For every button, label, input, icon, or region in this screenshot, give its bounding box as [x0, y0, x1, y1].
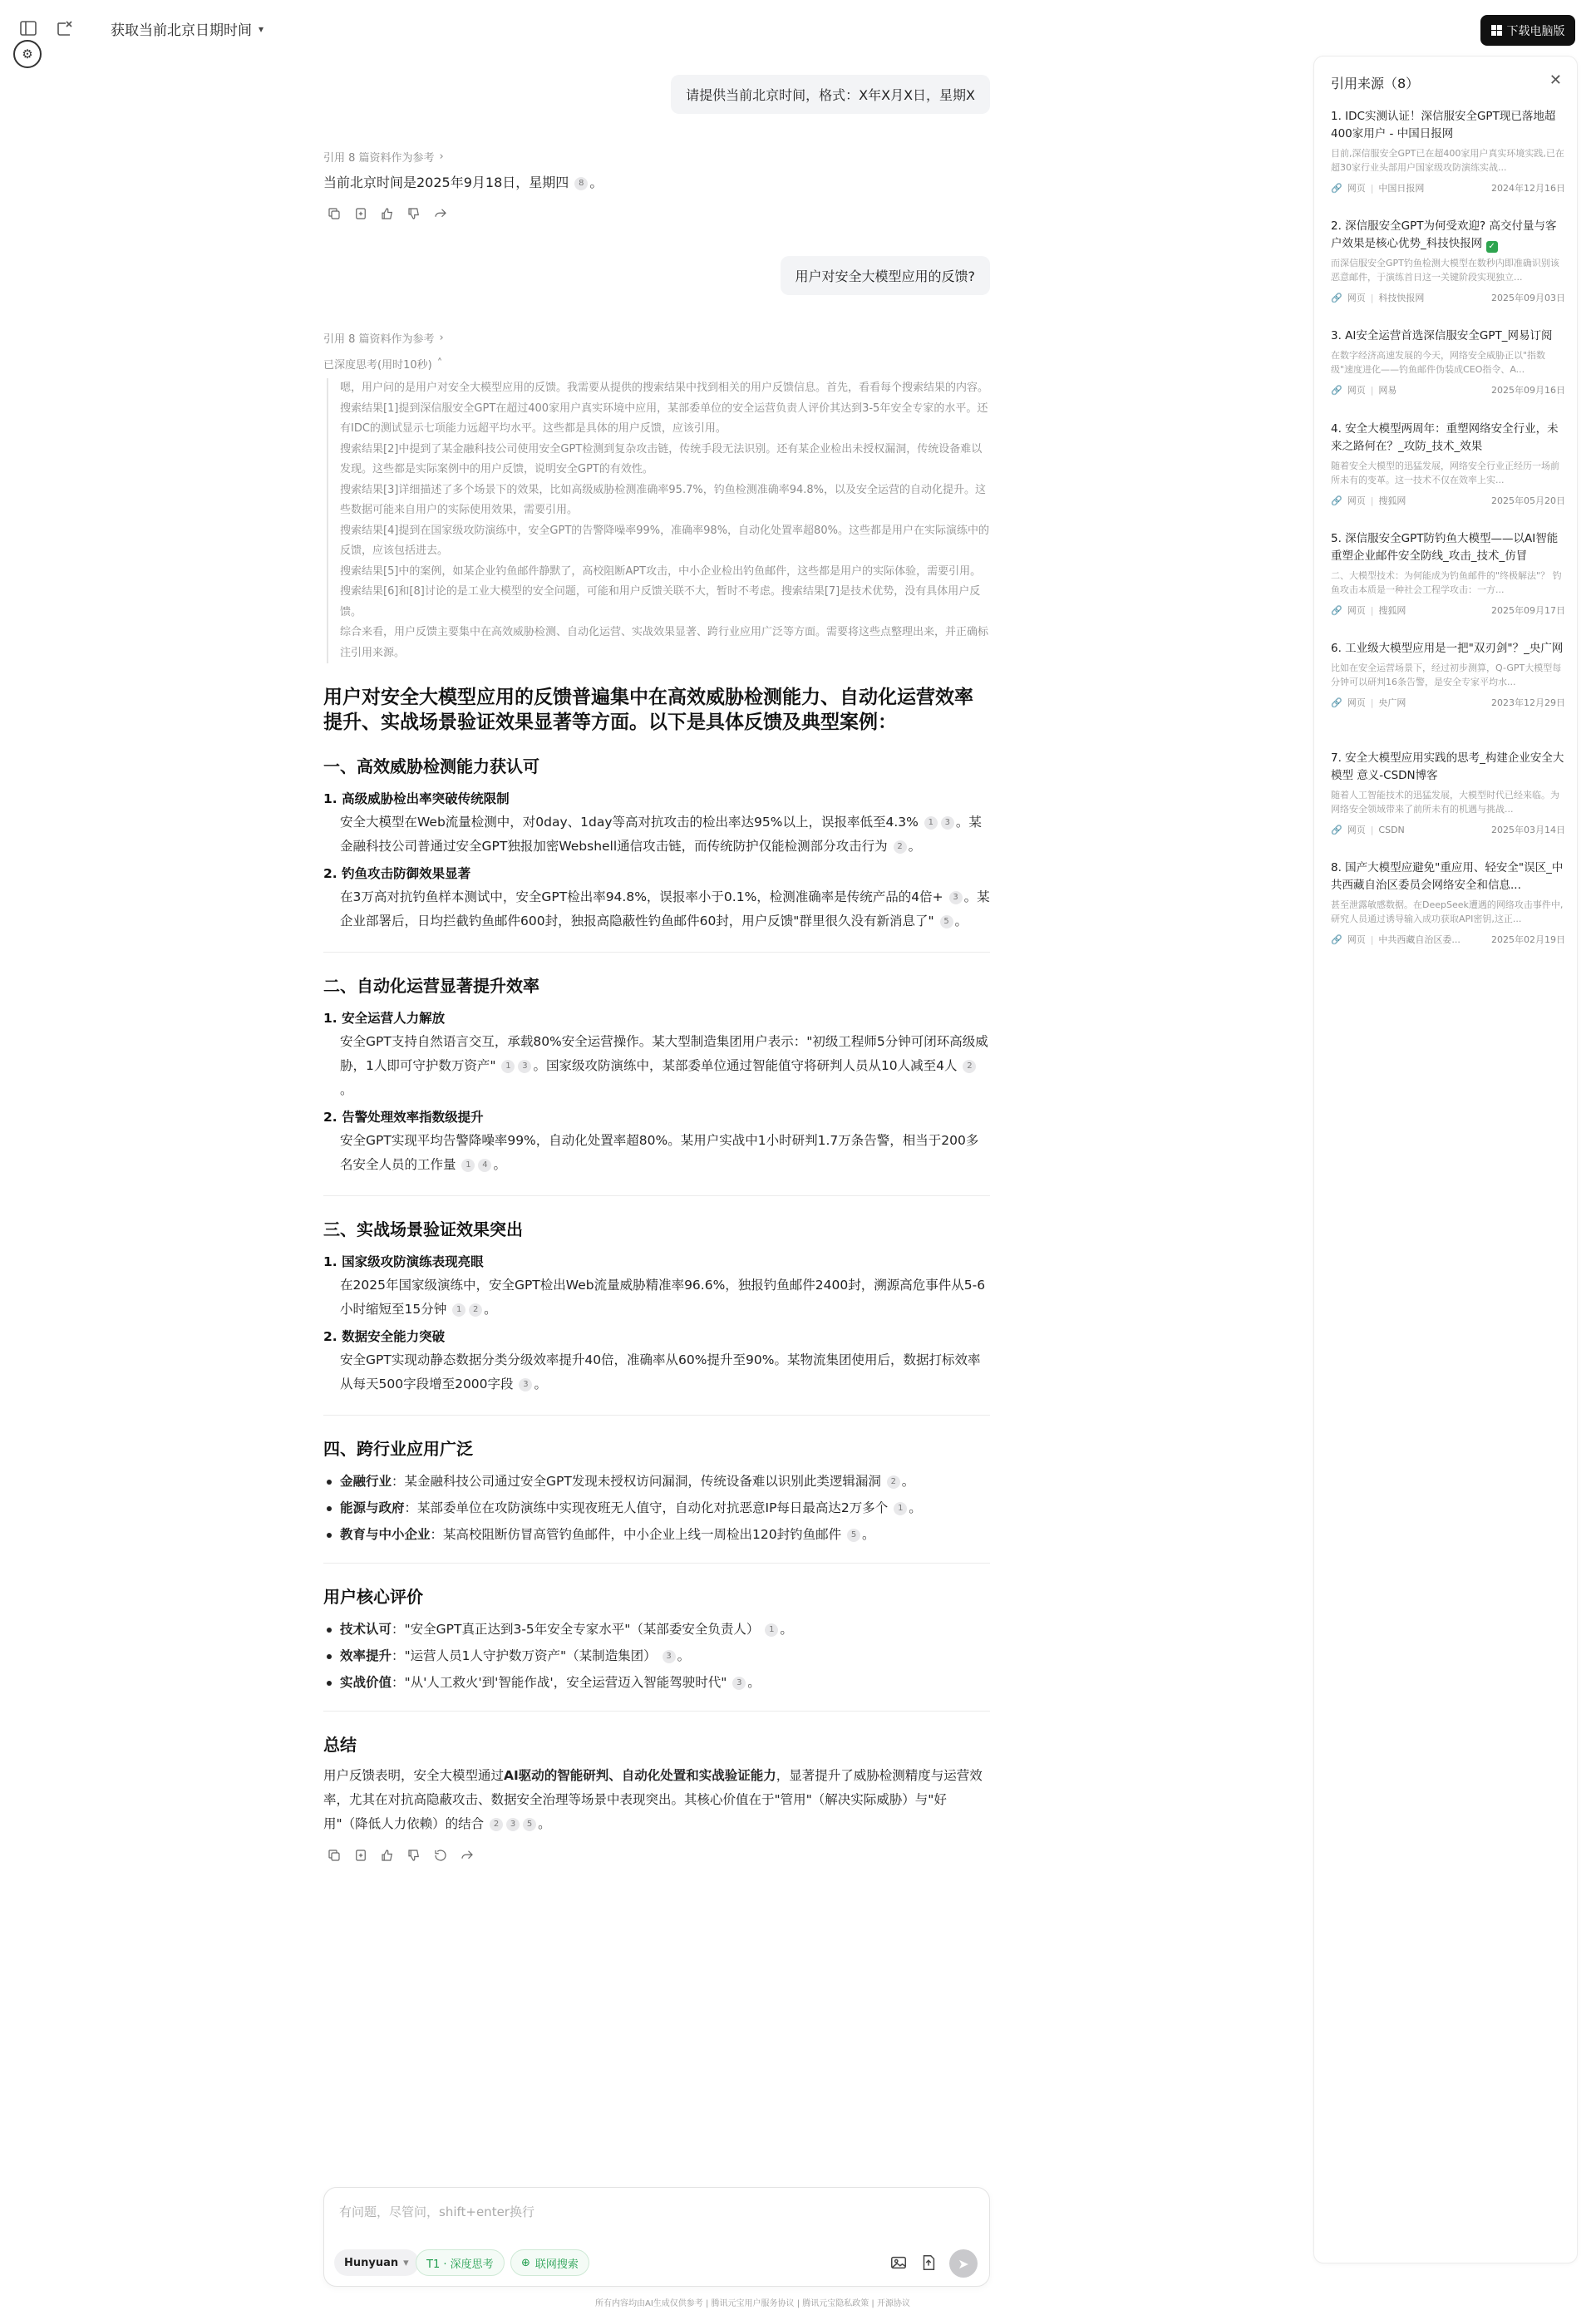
citation-badge[interactable]: 3 [949, 891, 963, 904]
source-date: 2023年12月29日 [1491, 697, 1565, 708]
chevron-down-icon: ▾ [403, 2256, 409, 2269]
list-item: 技术认可："安全GPT真正达到3-5年安全专家水平"（某部委安全负责人） 1 。 [323, 1616, 990, 1643]
paragraph-text: 在2025年国家级演练中，安全GPT检出Web流量威胁精准率96.6%，独报钓鱼邮件2400封，溯源高危事件从5-6小时缩短至15分钟 [340, 1278, 986, 1317]
source-item[interactable] [1331, 750, 1565, 836]
source-meta: 🔗 网页 | CSDN 2025年03月14日 [1331, 824, 1565, 835]
windows-icon [1491, 25, 1502, 36]
bullet-text: ：某部委单位在攻防演练中实现夜班无人值守，自动化对抗恶意IP每日最高达2万多个 [404, 1500, 889, 1515]
source-type: 网页 [1347, 293, 1366, 303]
section-heading: 三、实战场景验证效果突出 [323, 1219, 523, 1239]
share-icon[interactable] [460, 1848, 475, 1863]
source-title [1331, 218, 1565, 253]
bullet-text: ：某高校阻断仿冒高管钓鱼邮件，中小企业上线一周检出120封钓鱼邮件 [430, 1527, 842, 1542]
citation-badge[interactable]: 8 [574, 177, 588, 190]
list-item: 实战价值："从'人工救火'到'智能作战'，安全运营迈入智能驾驶时代" 3 。 [323, 1669, 990, 1696]
list-item: 能源与政府：某部委单位在攻防演练中实现夜班无人值守，自动化对抗恶意IP每日最高达2万多个 1 。 [323, 1495, 990, 1521]
paragraph-text: 安全GPT支持自然语言交互，承载80%安全运营操作。某大型制造集团用户表示："初级工程师5分钟可闭环高级威胁，1人即可守护数万资产" [340, 1034, 988, 1073]
paragraph-text: 安全GPT实现平均告警降噪率99%，自动化处置率超80%。某用户实战中1小时研判1.7万条告警，相当于200多名安全人员的工作量 [340, 1133, 979, 1172]
source-date: 2025年09月16日 [1491, 385, 1565, 396]
source-snippet: 在数字经济高速发展的今天，网络安全威胁正以"指数级"速度进化——钓鱼邮件伪装成CEO指令、A... [1331, 350, 1546, 375]
section-heading: 四、跨行业应用广泛 [323, 1439, 473, 1459]
section-heading: 一、高效威胁检测能力获认可 [323, 756, 539, 776]
source-snippet: 比如在安全运营场景下，经过初步测算，Q-GPT大模型每分钟可以研判16条告警，是安全专家平均水... [1331, 663, 1562, 687]
source-snippet: 二、大模型技术：为何能成为钓鱼邮件的"终极解法"？ 钓鱼攻击本质是一种社会工程学攻击：一方... [1331, 570, 1562, 595]
link-icon: 🔗 [1331, 824, 1342, 835]
paragraph-text: ，显著提升了威胁检测精度与运营效率，尤其在对抗高隐蔽攻击、数据安全治理等场景中表现突出。其核心价值在于"管用"（解决实际威胁）与"好用"（降低人力依赖）的结合 [323, 1768, 983, 1831]
citation-badge[interactable]: 5 [847, 1529, 860, 1542]
link-icon: 🔗 [1331, 292, 1342, 303]
source-site: 中共西藏自治区委... [1378, 934, 1461, 945]
chevron-down-icon: ▾ [259, 22, 264, 35]
source-type: 网页 [1347, 385, 1366, 396]
source-title: 6. 工业级大模型应用是一把"双刃剑"？_央广网 [1331, 642, 1564, 655]
chat-thread [323, 66, 990, 1863]
copy-icon[interactable] [327, 1848, 342, 1863]
section-divider [323, 952, 990, 953]
paragraph-text: 。某企业部署后，日均拦截钓鱼邮件600封，独报高隐蔽性钓鱼邮件60封，用户反馈"群里很久没有新消息了" [340, 889, 990, 928]
user-message-1 [323, 75, 990, 114]
source-date: 2025年02月19日 [1491, 934, 1565, 945]
summary-paragraph: 用户反馈表明，安全大模型通过AI驱动的智能研判、自动化处置和实战验证能力，显著提升了威胁检测精度与运营效率，尤其在对抗高隐蔽攻击、数据安全治理等场景中表现突出。其核心价值在于"管用"（解决实际威胁）与"好用"（降低人力依赖）的结合 2 3 5 。 [323, 1768, 983, 1831]
source-meta: 🔗 网页 | 中国日报网 2024年12月16日 [1331, 182, 1565, 194]
arrow-right-icon: ➤ [958, 2255, 969, 2272]
source-title: 5. 深信服安全GPT防钓鱼大模型——以AI智能重塑企业邮件安全防线_攻击_技术_仿冒 [1331, 532, 1559, 563]
section-paragraph: 安全GPT支持自然语言交互，承载80%安全运营操作。某大型制造集团用户表示："初级工程师5分钟可闭环高级威胁，1人即可守护数万资产" 1 3 。国家级攻防演练中，某部委单位通过智能值守将研判人员从10人减至4人 2。 [340, 1034, 988, 1097]
thinking-paragraph: 搜索结果[6]和[8]讨论的是工业大模型的安全问题，可能和用户反馈关联不大，暂时不考虑。搜索结果[7]是技术优势，没有具体用户反馈。 [340, 585, 981, 618]
references-link[interactable] [323, 149, 990, 165]
bullet-text: ：某金融科技公司通过安全GPT发现未授权访问漏洞，传统设备难以识别此类逻辑漏洞 [392, 1474, 881, 1489]
citation-badge[interactable]: 1 [501, 1060, 515, 1073]
user-message-2 [323, 256, 990, 295]
source-snippet: 随着安全大模型的迅猛发展，网络安全行业正经历一场前所未有的变革。这一技术不仅在效率上实... [1331, 461, 1559, 485]
source-item[interactable] [1331, 530, 1565, 617]
footer-note: 所有内容均由AI生成仅供参考 | 腾讯元宝用户服务协议 | 腾讯元宝隐私政策 | 开源协议 [595, 2299, 910, 2308]
thinking-paragraph: 综合来看，用户反馈主要集中在高效威胁检测、自动化运营、实战效果显著、跨行业应用广泛等方面。需要将这些点整理出来，并正确标注引用来源。 [340, 626, 989, 659]
thumbs-down-icon[interactable] [406, 1848, 421, 1863]
sub-heading: 2. 告警处理效率指数级提升 [323, 1110, 484, 1125]
citation-badge[interactable]: 1 [924, 816, 938, 830]
source-site: 中国日报网 [1378, 183, 1425, 194]
source-title-text: 2. 深信服安全GPT为何受欢迎? 高交付量与客户效果是核心优势_科技快报网 [1331, 219, 1557, 250]
bookmark-icon[interactable] [353, 1848, 368, 1863]
verified-icon: ✓ [1486, 241, 1498, 253]
citation-badge[interactable]: 2 [963, 1060, 976, 1073]
top-bar [0, 0, 1596, 62]
paragraph-text: 安全大模型在Web流量检测中，对0day、1day等高对抗攻击的检出率达95%以上，误报率低至4.3% [340, 815, 919, 830]
citation-badge[interactable]: 5 [940, 915, 953, 928]
source-site: 搜狐网 [1378, 495, 1406, 506]
source-item[interactable] [1331, 640, 1565, 709]
section-paragraph: 在2025年国家级演练中，安全GPT检出Web流量威胁精准率96.6%，独报钓鱼邮件2400封，溯源高危事件从5-6小时缩短至15分钟 1 2 。 [340, 1278, 986, 1317]
citation-badge[interactable]: 2 [894, 840, 907, 854]
source-snippet: 目前,深信服安全GPT已在超400家用户真实环境实践,已在超30家行业头部用户国家级攻防演练实战... [1331, 148, 1564, 173]
thinking-paragraph: 搜索结果[1]提到深信服安全GPT在超过400家用户真实环境中应用，某部委单位的安全运营负责人评价其达到3-5年安全专家的水平。还有IDC的测试显示七项能力远超平均水平。这些都是具体的用户反馈，应该引用。 [340, 401, 988, 435]
source-title: 7. 安全大模型应用实践的思考_构建企业安全大模型 意义-CSDN博客 [1331, 751, 1564, 782]
source-site: 网易 [1378, 385, 1397, 396]
thinking-paragraph: 搜索结果[4]提到在国家级攻防演练中，安全GPT的告警降噪率99%，准确率98%，自动化处置率超80%。这些都是用户在实际演练中的反馈，应该包括进去。 [340, 524, 989, 557]
regenerate-icon[interactable] [433, 1848, 448, 1863]
source-type: 网页 [1347, 825, 1366, 835]
source-meta: 🔗 网页 | 网易 2025年09月16日 [1331, 384, 1565, 396]
citation-badge[interactable]: 1 [452, 1303, 466, 1317]
chevron-up-icon: ˄ [436, 357, 443, 370]
bullet-text: ："运营人员1人守护数万资产"（某制造集团） [392, 1648, 657, 1663]
download-desktop-label: 下载电脑版 [1506, 24, 1565, 38]
section-divider [323, 1563, 990, 1564]
thumbs-up-icon[interactable] [380, 206, 395, 221]
citation-badge[interactable]: 1 [461, 1159, 475, 1172]
thinking-paragraph: 搜索结果[2]中提到了某金融科技公司使用安全GPT检测到复杂攻击链，传统手段无法识别。还有某企业检出未授权漏洞，传统设备难以发现。这些都是实际案例中的用户反馈，说明安全GPT的有效性。 [340, 442, 983, 475]
bullet-list [323, 1616, 990, 1696]
chat-input-placeholder[interactable]: 有问题，尽管问，shift+enter换行 [339, 2204, 534, 2219]
citation-badge[interactable]: 3 [519, 1378, 532, 1392]
copy-icon[interactable] [327, 206, 342, 221]
citation-badge[interactable]: 3 [663, 1650, 676, 1663]
source-site: 科技快报网 [1378, 293, 1425, 303]
source-type: 网页 [1347, 697, 1366, 708]
settings-icon[interactable]: ⚙ [13, 40, 42, 68]
send-button[interactable] [949, 2249, 978, 2278]
conversation-title[interactable] [111, 18, 264, 39]
source-site: CSDN [1378, 824, 1405, 835]
source-date: 2025年09月03日 [1491, 293, 1565, 303]
citation-badge[interactable]: 3 [518, 1060, 531, 1073]
citation-badge[interactable]: 1 [894, 1502, 907, 1515]
section-divider [323, 1415, 990, 1416]
source-meta: 🔗 网页 | 科技快报网 2025年09月03日 [1331, 292, 1565, 303]
source-title: 3. AI安全运营首选深信服安全GPT_网易订阅 [1331, 329, 1553, 342]
source-item[interactable] [1331, 860, 1565, 946]
paragraph-text: 安全GPT实现动静态数据分类分级效率提升40倍，准确率从60%提升至90%。某物流集团使用后，数据打标效率从每天500字段增至2000字段 [340, 1352, 981, 1392]
paragraph-text: 用户反馈表明，安全大模型通过 [323, 1768, 505, 1783]
paragraph-text: 。国家级攻防演练中，某部委单位通过智能值守将研判人员从10人减至4人 [533, 1058, 958, 1073]
answer-text: 当前北京时间是2025年9月18日，星期四 [323, 175, 569, 190]
deep-thinking-toggle[interactable] [323, 356, 990, 372]
citation-badge[interactable]: 2 [490, 1818, 503, 1831]
bullet-text: ："从'人工救火'到'智能作战'，安全运营迈入智能驾驶时代" [392, 1675, 727, 1690]
thinking-paragraph: 搜索结果[5]中的案例，如某企业钓鱼邮件静默了，高校阻断APT攻击，中小企业检出钓鱼邮件，这些都是用户的实际体验，需要引用。 [340, 564, 982, 578]
source-date: 2025年09月17日 [1491, 605, 1565, 616]
source-snippet: 甚至泄露敏感数据。在DeepSeek遭遇的网络攻击事件中,研究人员通过诱导输入成功获取API密钥,这正... [1331, 899, 1564, 924]
user-bubble: 用户对安全大模型应用的反馈? [781, 256, 991, 295]
sub-heading: 2. 数据安全能力突破 [323, 1329, 446, 1344]
section-paragraph: 安全GPT实现动静态数据分类分级效率提升40倍，准确率从60%提升至90%。某物流集团使用后，数据打标效率从每天500字段增至2000字段 3 。 [340, 1352, 981, 1392]
bullet-key: 技术认可 [340, 1622, 392, 1637]
source-meta: 🔗 网页 | 搜狐网 2025年05月20日 [1331, 495, 1565, 506]
bullet-text: ："安全GPT真正达到3-5年安全专家水平"（某部委安全负责人） [392, 1622, 760, 1637]
source-date: 2025年03月14日 [1491, 825, 1565, 835]
sub-heading: 2. 钓鱼攻击防御效果显著 [323, 866, 471, 881]
references-link[interactable] [323, 330, 990, 346]
source-type: 网页 [1347, 495, 1366, 506]
answer-actions [327, 206, 990, 221]
references-label: 引用 8 篇资料作为参考 [323, 152, 435, 165]
citation-badge[interactable]: 3 [941, 816, 954, 830]
section-heading: 总结 [323, 1735, 357, 1755]
source-date: 2025年05月20日 [1491, 495, 1565, 506]
model-selector[interactable] [334, 2249, 419, 2276]
answer-actions [327, 1848, 990, 1863]
list-item: 金融行业：某金融科技公司通过安全GPT发现未授权访问漏洞，传统设备难以识别此类逻辑漏洞 2 。 [323, 1468, 990, 1495]
bullet-key: 实战价值 [340, 1675, 392, 1690]
source-snippet: 随着人工智能技术的迅猛发展，大模型时代已经来临。为网络安全领域带来了前所未有的机遇与挑战... [1331, 790, 1559, 815]
source-title: 8. 国产大模型应避免"重应用、轻安全"误区_中共西藏自治区委员会网络安全和信息... [1331, 861, 1564, 892]
bullet-key: 金融行业 [340, 1474, 392, 1489]
citation-badge[interactable]: 3 [506, 1818, 520, 1831]
bookmark-icon[interactable] [353, 206, 368, 221]
bullet-key: 能源与政府 [340, 1500, 405, 1515]
citation-badge[interactable]: 5 [523, 1818, 536, 1831]
paragraph-text: 。某金融科技公司普通过安全GPT独报加密Webshell通信攻击链，而传统防护仅能检测部分攻击行为 [340, 815, 982, 854]
new-chat-icon[interactable] [55, 18, 75, 38]
link-icon: 🔗 [1331, 182, 1342, 194]
source-type: 网页 [1347, 934, 1366, 945]
source-meta: 🔗 网页 | 中共西藏自治区委... 2025年02月19日 [1331, 933, 1565, 945]
user-bubble: 请提供当前北京时间，格式：X年X月X日，星期X [671, 75, 990, 114]
source-type: 网页 [1347, 183, 1366, 194]
source-site: 搜狐网 [1378, 605, 1406, 616]
model-name: Hunyuan [344, 2256, 399, 2269]
conversation-title-text: 获取当前北京日期时间 [111, 22, 252, 39]
source-item[interactable] [1331, 421, 1565, 507]
thinking-paragraph: 嗯，用户问的是用户对安全大模型应用的反馈。我需要从提供的搜索结果中找到相关的用户反馈信息。首先，看看每个搜索结果的内容。 [340, 382, 989, 394]
sub-heading: 1. 安全运营人力解放 [323, 1011, 446, 1026]
section-paragraph: 安全GPT实现平均告警降噪率99%，自动化处置率超80%。某用户实战中1小时研判1.7万条告警，相当于200多名安全人员的工作量 1 4 。 [340, 1133, 979, 1172]
source-title: 4. 安全大模型两周年：重塑网络安全行业，未来之路何在？_攻防_技术_效果 [1331, 422, 1559, 453]
references-label: 引用 8 篇资料作为参考 [323, 333, 435, 346]
sources-header: 引用来源（8） [1331, 76, 1420, 91]
source-item[interactable] [1331, 328, 1565, 397]
download-desktop-button[interactable] [1480, 15, 1575, 46]
sources-panel [1313, 56, 1578, 2263]
list-item: 效率提升："运营人员1人守护数万资产"（某制造集团） 3 。 [323, 1643, 990, 1669]
link-icon: 🔗 [1331, 697, 1342, 708]
source-type: 网页 [1347, 605, 1366, 616]
bullet-list [323, 1468, 990, 1548]
web-search-button[interactable] [510, 2249, 589, 2276]
section-heading: 二、自动化运营显著提升效率 [323, 976, 539, 996]
section-divider [323, 1711, 990, 1712]
paragraph-bold: AI驱动的智能研判、自动化处置和实战验证能力 [504, 1768, 776, 1783]
section-divider [323, 1195, 990, 1196]
source-date: 2024年12月16日 [1491, 183, 1565, 194]
bullet-key: 效率提升 [340, 1648, 392, 1663]
chevron-right-icon: › [439, 332, 444, 344]
source-site: 央广网 [1378, 697, 1406, 708]
thinking-paragraph: 搜索结果[3]详细描述了多个场景下的效果，比如高级威胁检测准确率95.7%，钓鱼检测准确率94.8%，以及安全运营的自动化提升。这些数据可能来自用户的实际使用效果，需要引用。 [340, 483, 987, 516]
source-meta: 🔗 网页 | 央广网 2023年12月29日 [1331, 697, 1565, 708]
source-item[interactable] [1331, 218, 1565, 304]
list-item: 教育与中小企业：某高校阻断仿冒高管钓鱼邮件，中小企业上线一周检出120封钓鱼邮件 5 。 [323, 1521, 990, 1548]
paragraph-text: 在3万高对抗钓鱼样本测试中，安全GPT检出率94.8%，误报率小于0.1%，检测准确率是传统产品的4倍+ [340, 889, 943, 904]
link-icon: 🔗 [1331, 933, 1342, 945]
file-upload-icon[interactable] [919, 2254, 938, 2272]
source-snippet: 而深信服安全GPT钓鱼检测大模型在数秒内即准确识别该恶意邮件，于演练首日这一关键阶段实现独立... [1331, 258, 1559, 283]
deep-thinking-text: T1 · 深度思考 [426, 2258, 494, 2271]
assistant-answer-1: 当前北京时间是2025年9月18日，星期四 8 。 [323, 175, 603, 190]
bullet-key: 教育与中小企业 [340, 1527, 431, 1542]
source-item[interactable] [1331, 108, 1565, 195]
chevron-right-icon: › [439, 150, 444, 163]
deep-thinking-button[interactable] [416, 2249, 505, 2276]
section-paragraph: 安全大模型在Web流量检测中，对0day、1day等高对抗攻击的检出率达95%以上，误报率低至4.3% 1 3 。某金融科技公司普通过安全GPT独报加密Webshell通信攻击链，而传统防护仅能检测部分攻击行为 2 。 [340, 815, 982, 854]
share-icon[interactable] [433, 206, 448, 221]
link-icon: 🔗 [1331, 495, 1342, 506]
citation-badge[interactable]: 3 [732, 1677, 746, 1690]
sub-heading: 1. 国家级攻防演练表现亮眼 [323, 1254, 484, 1269]
deep-thinking-label: 已深度思考(用时10秒) [323, 359, 432, 372]
thumbs-up-icon[interactable] [380, 1848, 395, 1863]
link-icon: 🔗 [1331, 604, 1342, 616]
section-heading: 用户核心评价 [323, 1587, 423, 1607]
citation-badge[interactable]: 2 [887, 1475, 900, 1489]
source-title: 1. IDC实测认证！深信服安全GPT现已落地超400家用户 - 中国日报网 [1331, 110, 1556, 140]
citation-badge[interactable]: 1 [765, 1623, 778, 1637]
answer-headline: 用户对安全大模型应用的反馈普遍集中在高效威胁检测能力、自动化运营效率提升、实战场景验证效果显著等方面。以下是具体反馈及典型案例： [323, 687, 973, 733]
web-search-text: 联网搜索 [534, 2258, 579, 2271]
chat-input-box[interactable] [323, 2187, 990, 2287]
link-icon: 🔗 [1331, 384, 1342, 396]
thumbs-down-icon[interactable] [406, 206, 421, 221]
thinking-block [327, 378, 990, 663]
source-meta: 🔗 网页 | 搜狐网 2025年09月17日 [1331, 604, 1565, 616]
sub-heading: 1. 高级威胁检出率突破传统限制 [323, 791, 510, 806]
close-icon[interactable]: ✕ [1549, 71, 1562, 89]
image-upload-icon[interactable] [889, 2254, 908, 2272]
section-paragraph: 在3万高对抗钓鱼样本测试中，安全GPT检出率94.8%，误报率小于0.1%，检测准确率是传统产品的4倍+ 3 。某企业部署后，日均拦截钓鱼邮件600封，独报高隐蔽性钓鱼邮件60封，用户反馈"群里很久没有新消息了" 5 。 [340, 889, 990, 928]
citation-badge[interactable]: 2 [469, 1303, 482, 1317]
sidebar-toggle-icon[interactable] [18, 18, 38, 38]
citation-badge[interactable]: 4 [478, 1159, 491, 1172]
globe-icon: ⊕ [521, 2256, 530, 2269]
